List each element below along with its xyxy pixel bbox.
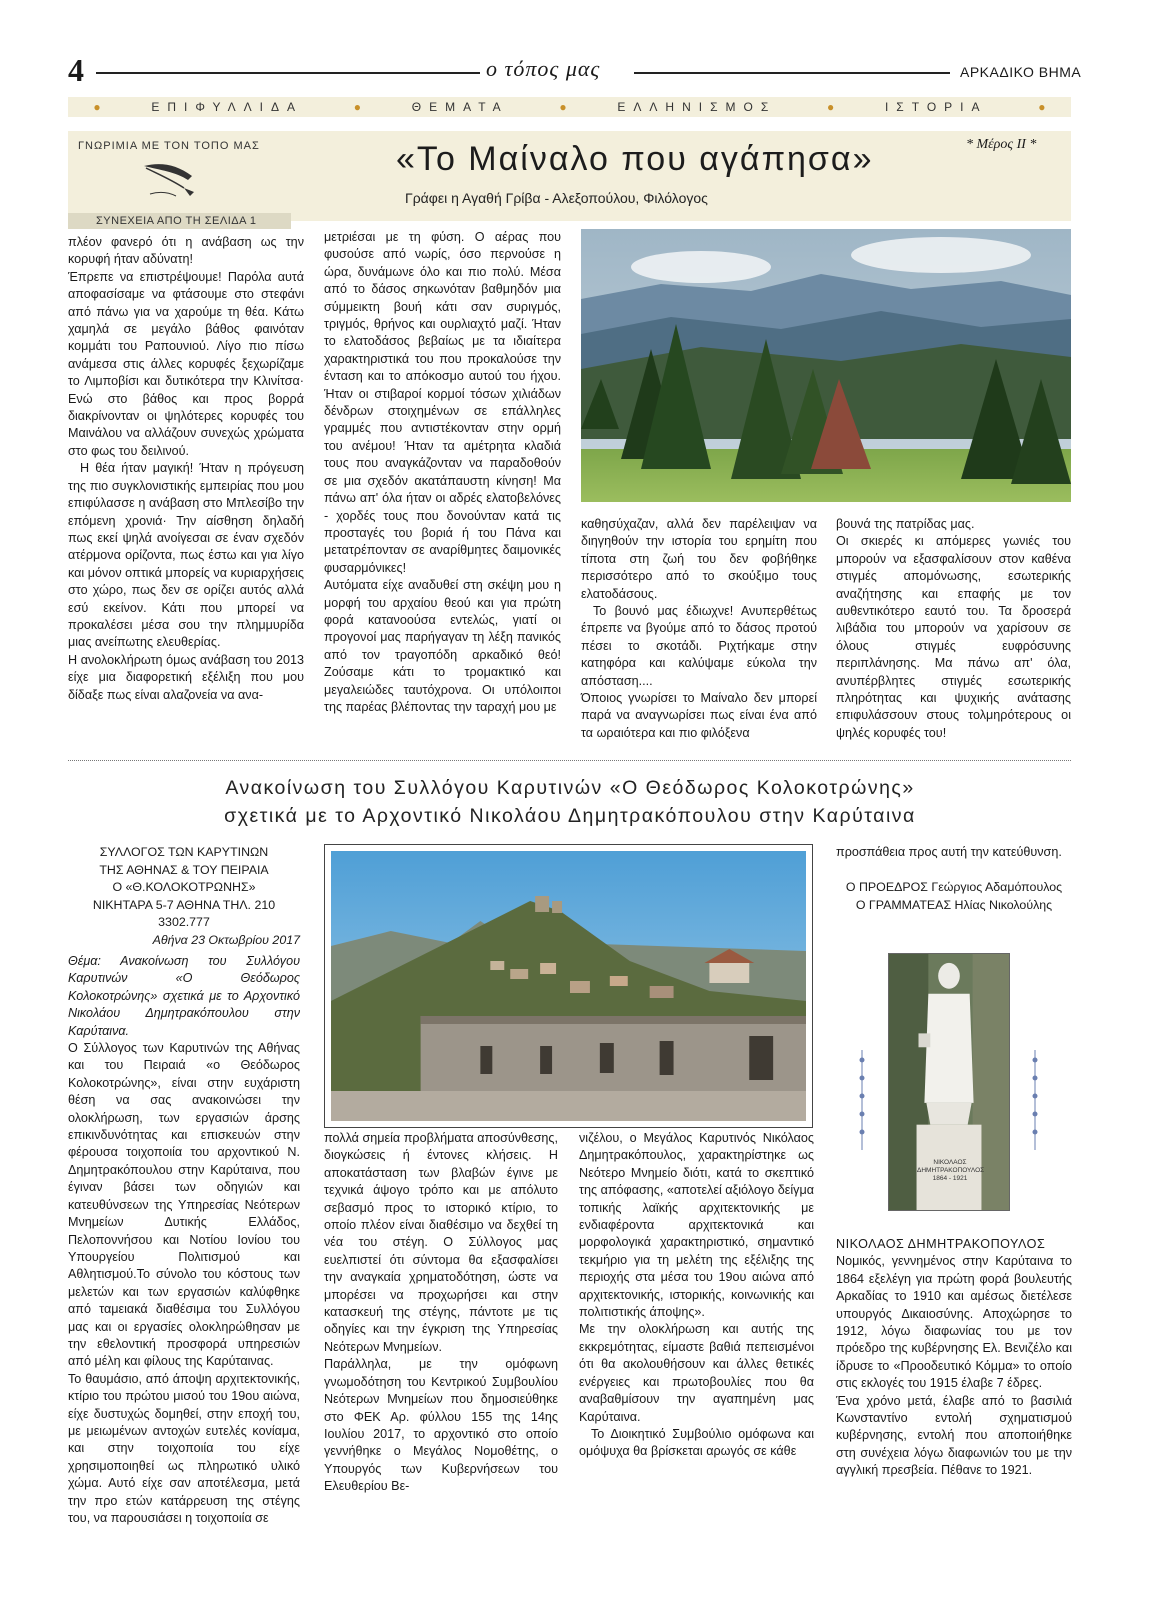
feature-column-3	[581, 516, 817, 742]
paragraph: πλέον φανερό ότι η ανάβαση ως την κορυφή ήταν αδύνατη!	[68, 235, 304, 267]
feature-column-4	[836, 516, 1071, 742]
paragraph: Αυτόματα είχε αναδυθεί στη σκέψη μου η μορφή του αρχαίου θεού και για πρώτη φορά κατανοούσα εντελώς, γιατί οι προγονοί μας παρήγαγαν τη λέξη πανικός από τον τραγοπόδη αρκαδικό θεό! Ζούσαμε κάτι το τρομακτικό και μεγαλειώδες ταυτόχρονα. Οι υπόλοιποι της παρέας βλέποντας την ταραχή μου με	[324, 578, 561, 714]
association-letterhead	[68, 844, 300, 932]
mainalo-forest-photo	[581, 229, 1071, 502]
paragraph: Οι σκιερές κι απόμερες γωνιές του μπορούν να εξασφαλίσουν στον καθένα στιγμές απομόνωσης, εσωτερικής αναζήτησης και επαφής με τον αυθεντικότερο εαυτό του. Τα δροσερά λιβάδια του μπορούν να χαρίσουν σε όλους στιγμές ευφρόσυνης περιπλάνησης. Μα πάνω απ' όλα, ανυπέρβλητες στιγμές εσωτερικής πληρότητας και ψυχικής ανάτασης επιφυλάσσουν στους τολμηρότερους οι ψηλές κορυφές του!	[836, 534, 1071, 740]
topic-label: ΕΠΙΦΥΛΛΙΔΑ	[151, 100, 304, 114]
statue-inscription: ΝΙΚΟΛΑΟΣ ΔΗΜΗΤΡΑΚΟΠΟΥΛΟΣ 1864 - 1921	[917, 1159, 985, 1182]
letterhead-line: ΤΗΣ ΑΘΗΝΑΣ & ΤΟΥ ΠΕΙΡΑΙΑ	[99, 862, 269, 877]
letterhead-line: ΝΙΚΗΤΑΡΑ 5-7 ΑΘΗΝΑ ΤΗΛ. 210 3302.777	[92, 897, 276, 929]
bullet-icon: ●	[826, 100, 835, 114]
letterhead-line: Ο «Θ.ΚΟΛΟΚΟΤΡΩΝΗΣ»	[112, 880, 256, 894]
section-kicker: ΓΝΩΡΙΜΙΑ ΜΕ ΤΟΝ ΤΟΠΟ ΜΑΣ	[78, 140, 260, 152]
bullet-icon: ●	[559, 100, 567, 114]
part-label: * Μέρος ΙΙ *	[966, 137, 1037, 152]
paragraph: μετριέσαι με τη φύση. Ο αέρας που φυσούσε από νωρίς, όσο περνούσε η ώρα, δυνάμωνε όλο και πιο πολύ. Μέσα από το δάσος σηκωνόταν βαθμηδόν μια σύμμεικτη βουή κάτι σαν συριγμός, τριγμός, θρήνος και ουρλιαχτό μαζί. Ήταν το ελατοδάσος βεβαίως με τα ιδιαίτερα χαρακτηριστικά του που προκαλούσε την ένταση και το απόκοσμο αυτού του ήχου. Ήταν οι στιβαροί κορμοί τόσων χιλιάδων δένδρων στοιχημένων σε επάλληλες γραμμές που αντιστέκονταν στην ορμή του ανέμου! Ήταν τα αμέτρητα κλαδιά τους που αναγκάζονταν να παραδοθούν σε μια σχεδόν ακατάπαυστη κίνηση! Μα πάνω απ' όλα ήταν οι αδρές ελατοβελόνες - χορδές τους που δονούνταν κατά τις προσταγές του βοριά ή του Πάνα και μετατρέπονταν σε αναρίθμητες δαιμονικές φυσαρμόνικες!	[324, 230, 561, 575]
paragraph: προσπάθεια προς αυτή την κατεύθυνση.	[836, 845, 1062, 859]
announcement-title-line-2: σχετικά με το Αρχοντικό Νικολάου Δημητρακόπουλου στην Καρύταινα	[224, 805, 916, 827]
paragraph: νιζέλου, ο Μεγάλος Καρυτινός Νικόλαος Δημητρακόπουλος, χαρακτηρίστηκε ως Νεότερο Μνημείο διότι, κατά το σκεπτικό της απόφασης, «αποτελεί αξιόλογο δείγμα τοπικής λαϊκής αρχιτεκτονικής με ενδιαφέροντα αρχιτεκτονικά και μορφολογικά χαρακτηριστικό, σημαντικό τεκμήριο για τη μελέτη της εξέλιξης της περιοχής στα μέσα του 19ου αιώνα από αρχιτεκτονικής, ιστορικής, κοινωνικής και πολιτιστικής άποψης».	[579, 1131, 814, 1320]
feature-title: «Το Μαίναλο που αγάπησα»	[396, 140, 874, 178]
announcement-column-4-start	[836, 844, 1072, 861]
topic-label: ΕΛΛΗΝΙΣΜΟΣ	[617, 100, 777, 114]
biography-column	[836, 1236, 1072, 1480]
paper-name: ο τόπος μας	[486, 56, 601, 81]
floral-ornament-icon	[857, 1050, 867, 1150]
paragraph: Παράλληλα, με την ομόφωνη γνωμοδότηση του Κεντρικού Συμβουλίου Νεότερων Μνημείων που δημοσιεύθηκε στο ΦΕΚ Αρ. φύλλου 155 της 14ης Ιουλίου 2017, το αρχοντικό στο οποίο γεννήθηκε ο Μεγάλος Νομοθέτης, ο Υπουργός των Κυβερνήσεων του Ελευθερίου Βε-	[324, 1357, 558, 1494]
statue-photo	[888, 953, 1010, 1211]
paragraph: Το βουνό μας έδιωχνε! Ανυπερθέτως έπρεπε να βγούμε από το δάσος προτού πέσει το σκοτάδι. Ριχτήκαμε στην κατηφόρα και καλύψαμε εύκολα την απόσταση....	[581, 604, 817, 688]
paragraph: Με την ολοκλήρωση και αυτής της εκκρεμότητας, είμαστε βαθιά πεπεισμένοι ότι θα ακολουθήσουν και άλλες θετικές ενέργειες και πρωτοβουλίες που θα αναβαθμίσουν την αγαπημένη μας Καρύταινα.	[579, 1322, 814, 1424]
floral-ornament-icon	[1030, 1050, 1040, 1150]
karytaina-photo	[324, 844, 813, 1128]
paragraph: Το Διοικητικό Συμβούλιο ομόφωνα και ομόψυχα θα βρίσκεται αρωγός σε κάθε	[579, 1426, 814, 1459]
topics-bar	[68, 97, 1071, 117]
bullet-icon: ●	[93, 100, 101, 114]
paragraph: Νομικός, γεννημένος στην Καρύταινα το 1864 εξελέγη για πρώτη φορά βουλευτής Αρκαδίας το 1910 και αμέσως διετέλεσε υπουργός Δικαιοσύνης. Αποχώρησε το 1912, λόγω διαφωνίας του με τον πρόεδρο της κυβέρνησης Ελ. Βενιζέλο και ίδρυσε το «Προοδευτικό Κόμμα» το οποίο στις εκλογές του 1915 έλαβε 7 έδρες.	[836, 1254, 1072, 1391]
paragraph: πολλά σημεία προβλήματα αποσύνθεσης, διογκώσεις ή έντονες κλήσεις. Η αποκατάσταση των βλαβών έγινε με τεχνικά άψογο τρόπο και με απόλυτο σεβασμό προς το ιστορικό κτίριο, το οποίο πλέον είναι διαθέσιμο να δεχθεί τη νέα του στέγη. Ο Σύλλογος μας ευελπιστεί ότι σύντομα θα εξασφαλίσει την αναγκαία χρηματοδότηση, ώστε να μπορέσει να προχωρήσει και στην κατασκευή της στέγης, πάντοτε με τις οδηγίες και την έγκριση της Υπηρεσίας Νεότερων Μνημείων.	[324, 1131, 558, 1354]
section-divider	[68, 760, 1071, 761]
topic-label: ΙΣΤΟΡΙΑ	[884, 100, 988, 114]
topic-label: ΘΕΜΑΤΑ	[411, 100, 509, 114]
signer-secretary: Ο ΓΡΑΜΜΑΤΕΑΣ Ηλίας Νικολούλης	[855, 898, 1053, 912]
paragraph: Ένα χρόνο μετά, έλαβε από το βασιλιά Κωνσταντίνο εντολή σχηματισμού κυβέρνησης, εντολή που αποποιήθηκε στη συνέχεια λόγω διαφωνιών του με την αγγλική πρεσβεία. Πέθανε το 1921.	[836, 1393, 1072, 1478]
feature-column-2	[324, 229, 561, 716]
paragraph: Ο Σύλλογος των Καρυτινών της Αθήνας και του Πειραιά «ο Θεόδωρος Κολοκοτρώνης», είναι στην ευχάριστη θέση να σας ανακοινώσει την ολοκλήρωση, των εργασιών άρσης επικινδυνότητας και επισκευών στην φέρουσα τοιχοποιία του αρχοντικού Ν. Δημητρακόπουλου στην Καρύταινα, που έγιναν βάσει των οδηγιών και κατευθύνσεων της Υπηρεσίας Νεότερων Μνημείων Δυτικής Ελλάδος, Πελοποννήσου και Νοτίου Ιονίου του Υπουργείου Πολιτισμού και Αθλητισμού.Το σύνολο του κόστους των μελετών και των εργασιών καλύφθηκε από ταμειακά διαθέσιμα του Συλλόγου μας και οι εργασίες ολοκληρώθησαν με την εθελοντική προσφορά υπηρεσιών από μέλη και φίλους της Καρύταινας.	[68, 1041, 300, 1369]
paragraph: βουνά της πατρίδας μας.	[836, 517, 975, 531]
announcement-column-2	[324, 1130, 558, 1496]
announcement-column-3	[579, 1130, 814, 1461]
paragraph: Η ανολοκλήρωτη όμως ανάβαση του 2013 είχε μια διαφορετική εξέλιξη που μου δίδαξε πως είναι αλαζονεία να ανα-	[68, 652, 304, 702]
announcement-title-line-1: Ανακοίνωση του Συλλόγου Καρυτινών «Ο Θεόδωρος Κολοκοτρώνης»	[225, 777, 915, 799]
header-rule-left	[96, 72, 480, 74]
source-name: ΑΡΚΑΔΙΚΟ ΒΗΜΑ	[960, 64, 1082, 80]
announcement-column-1	[68, 953, 300, 1527]
announcement-date: Αθήνα 23 Οκτωβρίου 2017	[152, 933, 300, 947]
letterhead-line: ΣΥΛΛΟΓΟΣ ΤΩΝ ΚΑΡΥΤΙΝΩΝ	[99, 845, 269, 859]
bullet-icon: ●	[1038, 100, 1046, 114]
paragraph: καθησύχαζαν, αλλά δεν παρέλειψαν να διηγηθούν την ιστορία του ερημίτη που τίποτα στη ζωή του δεν φοβήθηκε περισσότερο από το σκούξιμο τους ελατοδάσους.	[581, 517, 817, 601]
bullet-icon: ●	[353, 100, 362, 114]
paragraph: Έπρεπε να επιστρέψουμε! Παρόλα αυτά αποφασίσαμε να φτάσουμε στο στεφάνι από πάνω για να χαρούμε τη θέα. Κάτω χαμηλά σε μεγάλο βάθος φαινόταν κομμάτι του Ραπουνιού. Λίγο πιο πίσω ανάμεσα στις άλλες κορυφές ξεχωρίζαμε το Λιμποβίσι και δυτικότερα την Κλινίτσα· Ενώ στο βάθος και προς βορρά διακρίνονταν οι ψηλότερες κορυφές του Μαινάλου να αλλάζουν συνεχώς χρώματα στο φως του δειλινού.	[68, 269, 304, 458]
signer-president: Ο ΠΡΟΕΔΡΟΣ Γεώργιος Αδαμόπουλος	[845, 880, 1063, 894]
paragraph: Η θέα ήταν μαγική! Ήταν η πρόγευση της πιο συγκλονιστικής εμπειρίας που μου επιφύλασσε η ανάβαση στο Μπλεσίβο την επόμενη χρονιά· Την αίσθηση δηλαδή πως εκεί ψηλά ανοίγεσαι σε έναν σχεδόν ατέρμονα ορίζοντα, πως έστω και για λίγο και μόνον οπτικά μπορείς να κυριαρχήσεις στο χώρο, πως δεν σε ορίζει αυτός αλλά εσύ εκείνον. Κάτι που μπορεί να προκαλέσει μέσα σου την πλημμυρίδα μιας ανείπωτης ελευθερίας.	[68, 461, 304, 650]
continued-from-label: ΣΥΝΕΧΕΙΑ ΑΠΟ ΤΗ ΣΕΛΙΔΑ 1	[68, 213, 291, 229]
signatories	[836, 878, 1072, 914]
page-number: 4	[68, 52, 84, 88]
bio-name: ΝΙΚΟΛΑΟΣ ΔΗΜΗΤΡΑΚΟΠΟΥΛΟΣ	[836, 1237, 1046, 1251]
feature-column-1	[68, 234, 304, 704]
header-rule-right	[634, 72, 950, 74]
subject-line: Θέμα: Ανακοίνωση του Συλλόγου Καρυτινών «Ο Θεόδωρος Κολοκοτρώνης» σχετικά με το Αρχοντικό Νικολάου Δημητρακόπουλου στην Καρύταινα.	[68, 954, 300, 1038]
quill-pen-icon	[140, 158, 200, 202]
paragraph: Όποιος γνωρίσει το Μαίναλο δεν μπορεί παρά να αναγνωρίσει πως είναι ένα από τα ωραιότερα και πιο φιλόξενα	[581, 691, 817, 740]
paragraph: Το θαυμάσιο, από άποψη αρχιτεκτονικής, κτίριο του πρώτου μισού του 19ου αιώνα, είχε δυστυχώς δομηθεί, στην εποχή του, με μειωμένων αντοχών ευτελές κονίαμα, και στην τοιχοποιία του είχε χρησιμοποιηθεί ως πληρωτικό υλικό χώμα. Αυτό είχε σαν αποτέλεσμα, μετά την προ ετών κατάρρευση της στέγης του, να παρουσιάσει η τοιχοποιία σε	[68, 1371, 300, 1525]
byline: Γράφει η Αγαθή Γρίβα - Αλεξοπούλου, Φιλόλογος	[405, 190, 708, 206]
